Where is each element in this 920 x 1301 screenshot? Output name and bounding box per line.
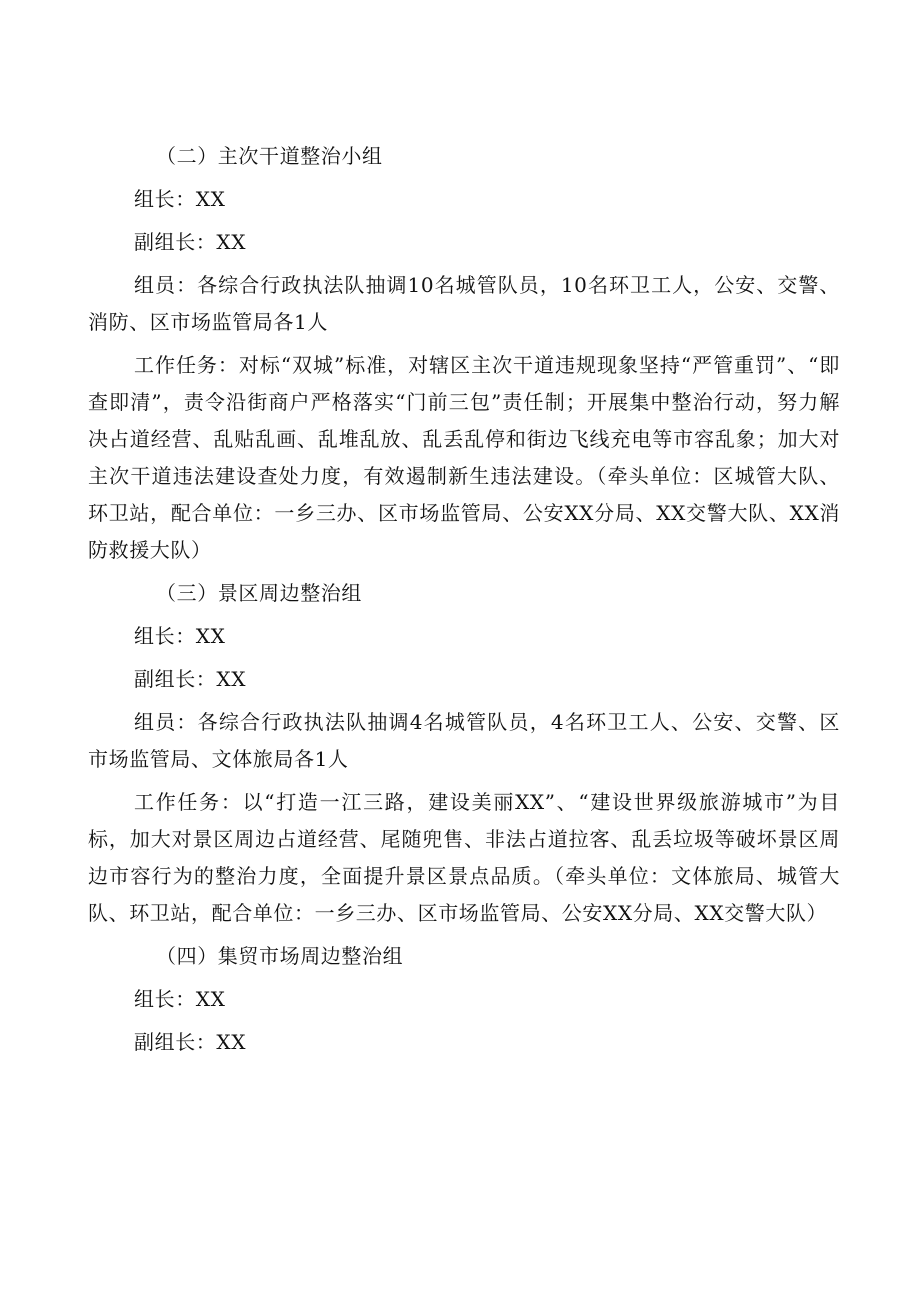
section-leader: 组长：XX <box>134 187 226 211</box>
section-task: 工作任务：以“打造一江三路，建设美丽XX”、“建设世界级旅游城市”为目标，加大对景区周边占道经营、尾随兜售、非法占道拉客、乱丢垃圾等破坏景区周边市容行为的整治力度，全面提升景区景点品质。（牵头单位：文体旅局、城管大队、环卫站，配合单位：一乡三办、区市场监管局、公安XX分局、XX交警大队） <box>88 790 840 925</box>
document-page <box>88 138 840 1061</box>
section-deputy-leader: 副组长：XX <box>134 230 247 254</box>
section-leader: 组长：XX <box>134 624 226 648</box>
section-deputy-leader: 副组长：XX <box>134 667 247 691</box>
section-heading: （二）主次干道整治小组 <box>156 144 383 168</box>
section-deputy-leader: 副组长：XX <box>134 1030 247 1054</box>
section-heading: （三）景区周边整治组 <box>156 581 362 605</box>
section-heading: （四）集贸市场周边整治组 <box>156 944 404 968</box>
section-task: 工作任务：对标“双城”标准，对辖区主次干道违规现象坚持“严管重罚”、“即查即清”，责令沿街商户严格落实“门前三包”责任制；开展集中整治行动，努力解决占道经营、乱贴乱画、乱堆乱放、乱丢乱停和街边飞线充电等市容乱象；加大对主次干道违法建设查处力度，有效遏制新生违法建设。（牵头单位：区城管大队、环卫站，配合单位：一乡三办、区市场监管局、公安XX分局、XX交警大队、XX消防救援大队） <box>88 353 840 562</box>
section-members: 组员：各综合行政执法队抽调10名城管队员，10名环卫工人，公安、交警、消防、区市场监管局各1人 <box>88 273 840 334</box>
section-leader: 组长：XX <box>134 987 226 1011</box>
section-members: 组员：各综合行政执法队抽调4名城管队员，4名环卫工人、公安、交警、区市场监管局、文体旅局各1人 <box>88 710 840 771</box>
